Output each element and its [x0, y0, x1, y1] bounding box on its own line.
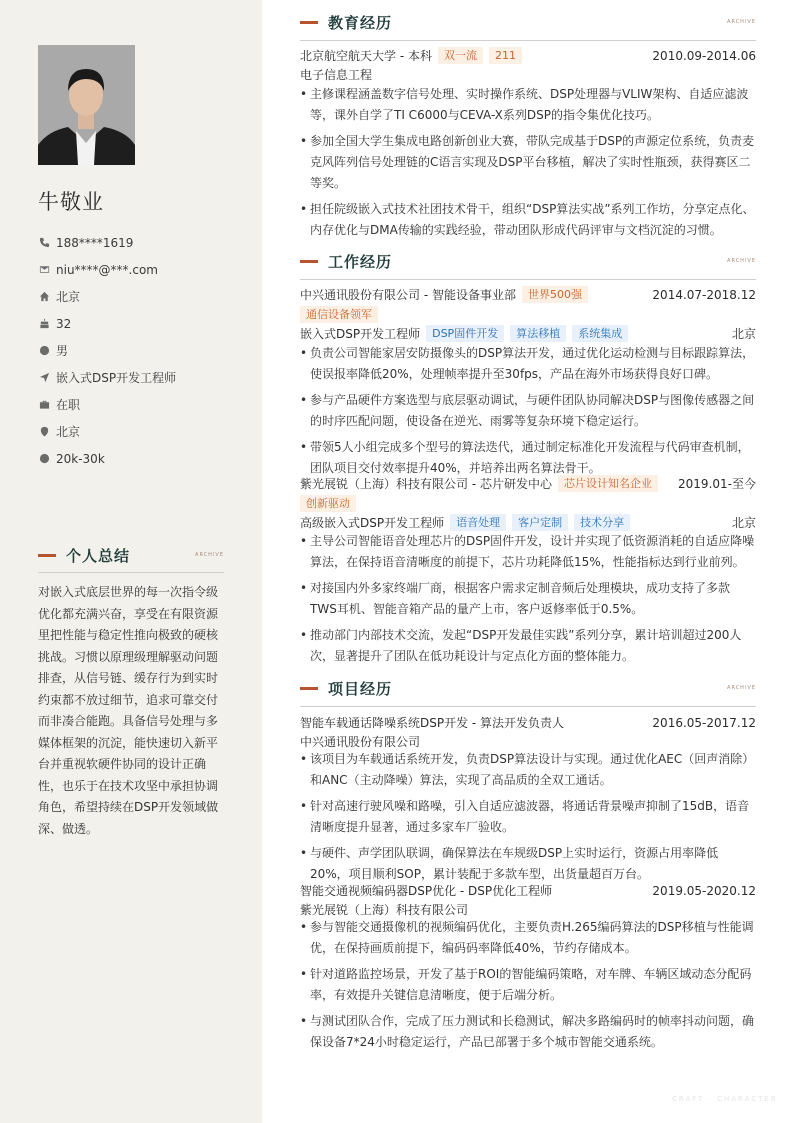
- info-text: 188****1619: [56, 235, 134, 250]
- phone-icon: [38, 237, 50, 249]
- education-date: 2010.09-2014.06: [652, 48, 756, 63]
- work-title: 工作经历: [328, 252, 393, 271]
- job-role: 嵌入式DSP开发工程师: [300, 327, 421, 341]
- projects-section: [300, 676, 756, 1056]
- summary-tag: ARCHIVE: [195, 552, 224, 558]
- school-tag: 211: [489, 47, 522, 64]
- project-date: 2019.05-2020.12: [652, 883, 756, 898]
- info-salary: [38, 445, 248, 472]
- section-marker: [300, 260, 318, 263]
- company-tag: 通信设备领军: [300, 306, 378, 323]
- list-item: • 对接国内外多家终端厂商，根据客户需求定制音频后处理模块，成功支持了多款TWS耳机、智能音箱产品的量产上市，客户返修率低于0.5%。: [300, 578, 756, 620]
- projects-tag: ARCHIVE: [727, 685, 756, 691]
- info-text: 北京: [56, 425, 81, 439]
- company-tag: 芯片设计知名企业: [558, 475, 658, 492]
- job-city: 北京: [731, 327, 756, 341]
- info-status: [38, 391, 248, 418]
- salary-icon: [38, 453, 50, 465]
- project-name: 智能交通视频编码器DSP优化 - DSP优化工程师: [300, 884, 553, 898]
- role-tag: 语音处理: [450, 514, 506, 531]
- company-tag: 创新驱动: [300, 495, 356, 512]
- project-name: 智能车载通话降噪系统DSP开发 - 算法开发负责人: [300, 716, 565, 730]
- summary-text: 对嵌入式底层世界的每一次指令级优化都充满兴奋，享受在有限资源里把性能与稳定性推向极致的硬核挑战。习惯以原理级理解驱动问题排查，从信号链、缓存行为到实时约束都不放过细节，追求可靠交付而非凑合能跑。具备信号处理与多媒体框架的沉淀，能快速切入新平台并重视软硬件协同的设计正确性，也乐于在技术攻坚中承担协调角色，希望持续在DSP开发领域做深、做透。: [38, 585, 219, 836]
- project-title-line: [300, 882, 756, 899]
- job-company-line: [300, 475, 756, 492]
- project-date: 2016.05-2017.12: [652, 715, 756, 730]
- job-company-line: [300, 286, 756, 303]
- list-item: • 针对高速行驶风噪和路噪，引入自适应滤波器，将通话背景噪声抑制了15dB，语音清晰度提升显著，通过多家车厂验收。: [300, 796, 756, 838]
- project-bullets: [300, 917, 756, 1058]
- sidebar: [0, 0, 262, 1123]
- projects-title: 项目经历: [328, 679, 393, 698]
- education-tag: ARCHIVE: [727, 19, 756, 25]
- project-org-line: [300, 733, 756, 750]
- cake-icon: [38, 318, 50, 330]
- divider: [38, 572, 224, 573]
- school-tag: 双一流: [438, 47, 483, 64]
- job-role-line: [300, 325, 756, 342]
- profile-photo: [38, 45, 135, 165]
- watermark: CRAFT · CHARACTER: [672, 1095, 778, 1103]
- job-date: 2014.07-2018.12: [652, 287, 756, 302]
- company-name: 中兴通讯股份有限公司 - 智能设备事业部: [300, 288, 516, 302]
- info-home: [38, 283, 248, 310]
- job-bullets: [300, 343, 756, 484]
- job-city: 北京: [731, 516, 756, 530]
- project-org-line: [300, 901, 756, 918]
- info-text: 男: [56, 344, 69, 358]
- job-company-tag-line: [300, 306, 756, 323]
- company-tag: 世界500强: [522, 286, 588, 303]
- projects-header: [300, 676, 756, 700]
- list-item: • 带领5人小组完成多个型号的算法迭代，通过制定标准化开发流程与代码审查机制，团队项目交付效率提升40%，并培养出两名算法骨干。: [300, 437, 756, 479]
- role-tag: 技术分享: [574, 514, 630, 531]
- role-tag: DSP固件开发: [426, 325, 504, 342]
- list-item: • 参加全国大学生集成电路创新创业大赛，带队完成基于DSP的声源定位系统，负责麦克风阵列信号处理链的C语言实现及DSP平台移植，解决了实时性瓶颈，获得赛区二等奖。: [300, 131, 756, 194]
- company-name: 紫光展锐（上海）科技有限公司 - 芯片研发中心: [300, 477, 552, 491]
- project-bullets: [300, 749, 756, 890]
- list-item: • 与测试团队合作，完成了压力测试和长稳测试，解决多路编码时的帧率抖动问题，确保设备7*24小时稳定运行，产品已部署于多个城市智能交通系统。: [300, 1011, 756, 1053]
- education-major-line: [300, 66, 756, 83]
- info-text: 20k-30k: [56, 451, 105, 466]
- info-text: 北京: [56, 290, 81, 304]
- info-text: niu****@***.com: [56, 262, 158, 277]
- job-bullets: [300, 531, 756, 672]
- school-name: 北京航空航天大学 - 本科: [300, 49, 432, 63]
- info-phone: [38, 229, 248, 256]
- project-org: 紫光展锐（上海）科技有限公司: [300, 903, 469, 917]
- info-gender: [38, 337, 248, 364]
- list-item: • 参与智能交通摄像机的视频编码优化，主要负责H.265编码算法的DSP移植与性能调优，在保持画质前提下，编码码率降低40%，节约存储成本。: [300, 917, 756, 959]
- job-company-tag-line: [300, 495, 756, 512]
- education-header: [300, 10, 756, 34]
- candidate-name: 牛敬业: [38, 190, 104, 214]
- work-section: [300, 249, 756, 669]
- work-header: [300, 249, 756, 273]
- contact-info: [38, 229, 248, 472]
- divider: [300, 706, 756, 707]
- info-location: [38, 418, 248, 445]
- education-school-line: [300, 47, 756, 64]
- list-item: • 主修课程涵盖数字信号处理、实时操作系统、DSP处理器与VLIW架构、自适应滤波等，课外自学了TI C6000与CEVA-X系列DSP的指令集优化技巧。: [300, 84, 756, 126]
- project-title-line: [300, 714, 756, 731]
- info-text: 在职: [56, 398, 81, 412]
- list-item: • 针对道路监控场景，开发了基于ROI的智能编码策略，对车牌、车辆区域动态分配码率，有效提升关键信息清晰度，便于后端分析。: [300, 964, 756, 1006]
- list-item: • 该项目为车载通话系统开发，负责DSP算法设计与实现。通过优化AEC（回声消除）和ANC（主动降噪）算法，实现了高品质的全双工通话。: [300, 749, 756, 791]
- job-date: 2019.01-至今: [678, 477, 756, 491]
- role-tag: 算法移植: [510, 325, 566, 342]
- list-item: • 与硬件、声学团队联调，确保算法在车规级DSP上实时运行，资源占用率降低20%，项目顺利SOP，累计装配于多款车型，出货量超百万台。: [300, 843, 756, 885]
- section-marker: [300, 687, 318, 690]
- role-tag: 系统集成: [572, 325, 628, 342]
- home-icon: [38, 291, 50, 303]
- section-marker: [38, 554, 56, 557]
- role-tag: 客户定制: [512, 514, 568, 531]
- divider: [300, 40, 756, 41]
- education-bullets: [300, 84, 756, 246]
- work-tag: ARCHIVE: [727, 258, 756, 264]
- briefcase-icon: [38, 399, 50, 411]
- list-item: • 担任院级嵌入式技术社团技术骨干，组织“DSP算法实战”系列工作坊，分享定点化、内存优化与DMA传输的实践经验，带动团队形成代码评审与文档沉淀的习惯。: [300, 199, 756, 241]
- list-item: • 推动部门内部技术交流，发起“DSP开发最佳实践”系列分享，累计培训超过200人次，显著提升了团队在低功耗设计与定点化方面的整体能力。: [300, 625, 756, 667]
- info-email: [38, 256, 248, 283]
- info-text: 嵌入式DSP开发工程师: [56, 371, 177, 385]
- summary-header: [38, 544, 224, 566]
- info-position: [38, 364, 248, 391]
- info-age: [38, 310, 248, 337]
- user-icon: [38, 345, 50, 357]
- list-item: • 参与产品硬件方案选型与底层驱动调试，与硬件团队协同解决DSP与图像传感器之间的时序匹配问题，使设备在逆光、雨雾等复杂环境下稳定运行。: [300, 390, 756, 432]
- project-org: 中兴通讯股份有限公司: [300, 735, 421, 749]
- info-text: 32: [56, 316, 72, 331]
- location-icon: [38, 426, 50, 438]
- job-role: 高级嵌入式DSP开发工程师: [300, 516, 445, 530]
- education-title: 教育经历: [328, 13, 393, 32]
- mail-icon: [38, 264, 50, 276]
- job-role-line: [300, 514, 756, 531]
- summary-title: 个人总结: [66, 546, 131, 565]
- send-icon: [38, 372, 50, 384]
- major: 电子信息工程: [300, 68, 373, 82]
- divider: [300, 279, 756, 280]
- list-item: • 主导公司智能语音处理芯片的DSP固件开发，设计并实现了低资源消耗的自适应降噪算法，在保持语音清晰度的前提下，芯片功耗降低15%，性能指标达到行业前列。: [300, 531, 756, 573]
- education-section: [300, 10, 756, 240]
- section-marker: [300, 21, 318, 24]
- list-item: • 负责公司智能家居安防摄像头的DSP算法开发，通过优化运动检测与目标跟踪算法，使误报率降低20%，处理帧率提升至30fps，产品在海外市场获得良好口碑。: [300, 343, 756, 385]
